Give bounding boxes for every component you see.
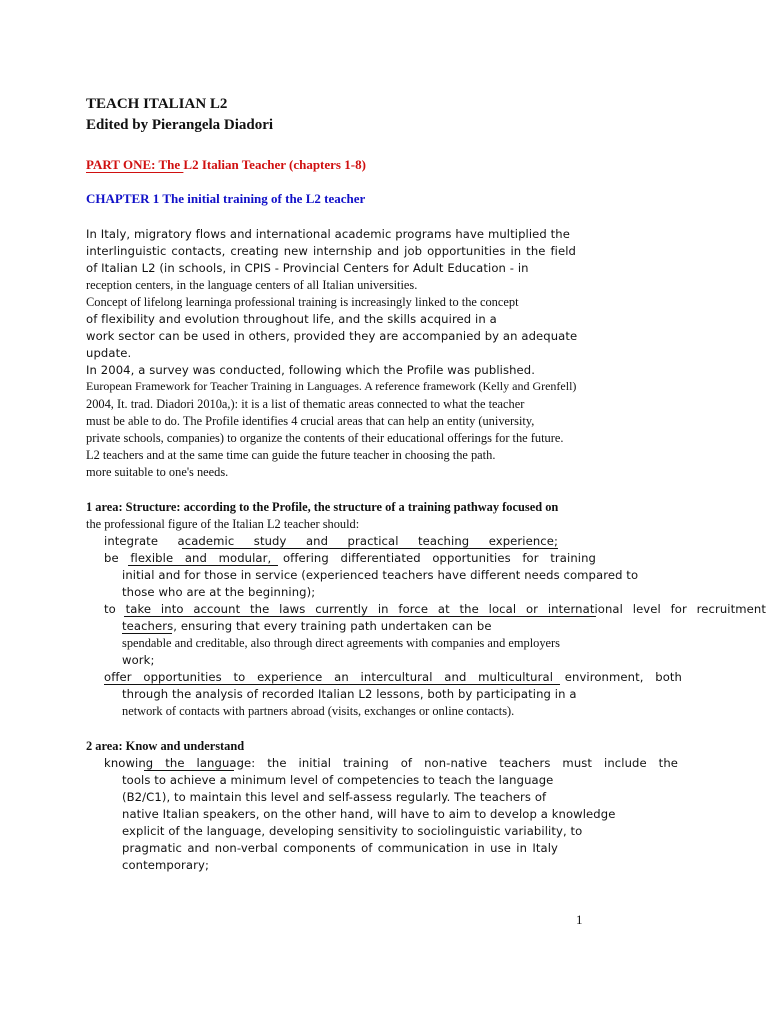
area1-heading: 1 area: Structure: according to the Profile, the structure of a training pathway focused on	[86, 500, 559, 514]
part-heading	[86, 156, 366, 173]
area1-line: network of contacts with partners abroad (visits, exchanges or online contacts).	[122, 704, 515, 718]
area1-line: integrate academic study and practical teaching experience;	[104, 534, 558, 548]
page-number: 1	[576, 912, 583, 927]
area1-line: spendable and creditable, also through direct agreements with companies and employers	[122, 636, 560, 650]
intro-line: must be able to do. The Profile identifies 4 crucial areas that can help an entity (university,	[86, 414, 535, 428]
area2-line: tools to achieve a minimum level of competencies to teach the language	[122, 773, 554, 787]
area2-line: pragmatic and non-verbal components of communication in use in Italy	[122, 841, 558, 855]
underline-rule	[104, 684, 560, 685]
intro-line: L2 teachers and at the same time can guide the future teacher in choosing the path.	[86, 448, 496, 462]
area1-line: the professional figure of the Italian L2 teacher should:	[86, 517, 360, 531]
underline-rule	[144, 770, 234, 771]
intro-line: more suitable to one's needs.	[86, 465, 229, 479]
chapter-heading	[86, 190, 365, 207]
area2-line: (B2/C1), to maintain this level and self-assess regularly. The teachers of	[122, 790, 547, 804]
underline-rule	[122, 633, 172, 634]
area2-line: knowing the language: the initial training of non-native teachers must include the	[104, 756, 678, 770]
intro-line: private schools, companies) to organize the contents of their educational offerings for the future.	[86, 431, 564, 445]
area1-line: initial and for those in service (experienced teachers have different needs compared to	[122, 568, 639, 582]
part-rest: L2 Italian Teacher (chapters 1-8)	[183, 157, 366, 172]
area1-line: those who are at the beginning);	[122, 585, 316, 599]
underline-rule	[128, 565, 278, 566]
intro-line: update.	[86, 346, 132, 360]
area2-line: contemporary;	[122, 858, 209, 872]
intro-line: of Italian L2 (in schools, in CPIS - Provincial Centers for Adult Education - in	[86, 261, 529, 275]
intro-line: European Framework for Teacher Training in Languages. A reference framework (Kelly and Grenfell)	[86, 379, 577, 393]
document-editor: Edited by Pierangela Diadori	[86, 117, 274, 133]
area1-line: teachers, ensuring that every training path undertaken can be	[122, 619, 492, 633]
area1-line: to take into account the laws currently in force at the local or international level for recruitment	[104, 602, 766, 616]
area1-line: be flexible and modular, offering differentiated opportunities for training	[104, 551, 596, 565]
area2-heading: 2 area: Know and understand	[86, 739, 245, 753]
intro-line: 2004, It. trad. Diadori 2010a,): it is a list of thematic areas connected to what the teacher	[86, 397, 525, 411]
area1-line: offer opportunities to experience an intercultural and multicultural environment, both	[104, 670, 682, 684]
part-label: PART ONE: The	[86, 157, 184, 172]
intro-line: In Italy, migratory flows and international academic programs have multiplied the	[86, 227, 570, 241]
intro-line: reception centers, in the language centers of all Italian universities.	[86, 278, 418, 292]
intro-line: In 2004, a survey was conducted, following which the Profile was published.	[86, 363, 536, 377]
intro-line: work sector can be used in others, provided they are accompanied by an adequate	[86, 329, 578, 343]
area1-line: work;	[122, 653, 155, 667]
area2-line: native Italian speakers, on the other hand, will have to aim to develop a knowledge	[122, 807, 616, 821]
intro-line: Concept of lifelong learninga professional training is increasingly linked to the concept	[86, 295, 519, 309]
chapter-title: The initial training of the L2 teacher	[162, 191, 366, 206]
intro-line: interlinguistic contacts, creating new internship and job opportunities in the field	[86, 244, 576, 258]
underline-rule	[182, 548, 558, 549]
document-title: TEACH ITALIAN L2	[86, 96, 228, 112]
intro-line: of flexibility and evolution throughout life, and the skills acquired in a	[86, 312, 497, 326]
area1-line: through the analysis of recorded Italian L2 lessons, both by participating in a	[122, 687, 577, 701]
chapter-label: CHAPTER 1	[86, 191, 163, 206]
area2-line: explicit of the language, developing sensitivity to sociolinguistic variability, to	[122, 824, 583, 838]
underline-rule	[124, 616, 596, 617]
